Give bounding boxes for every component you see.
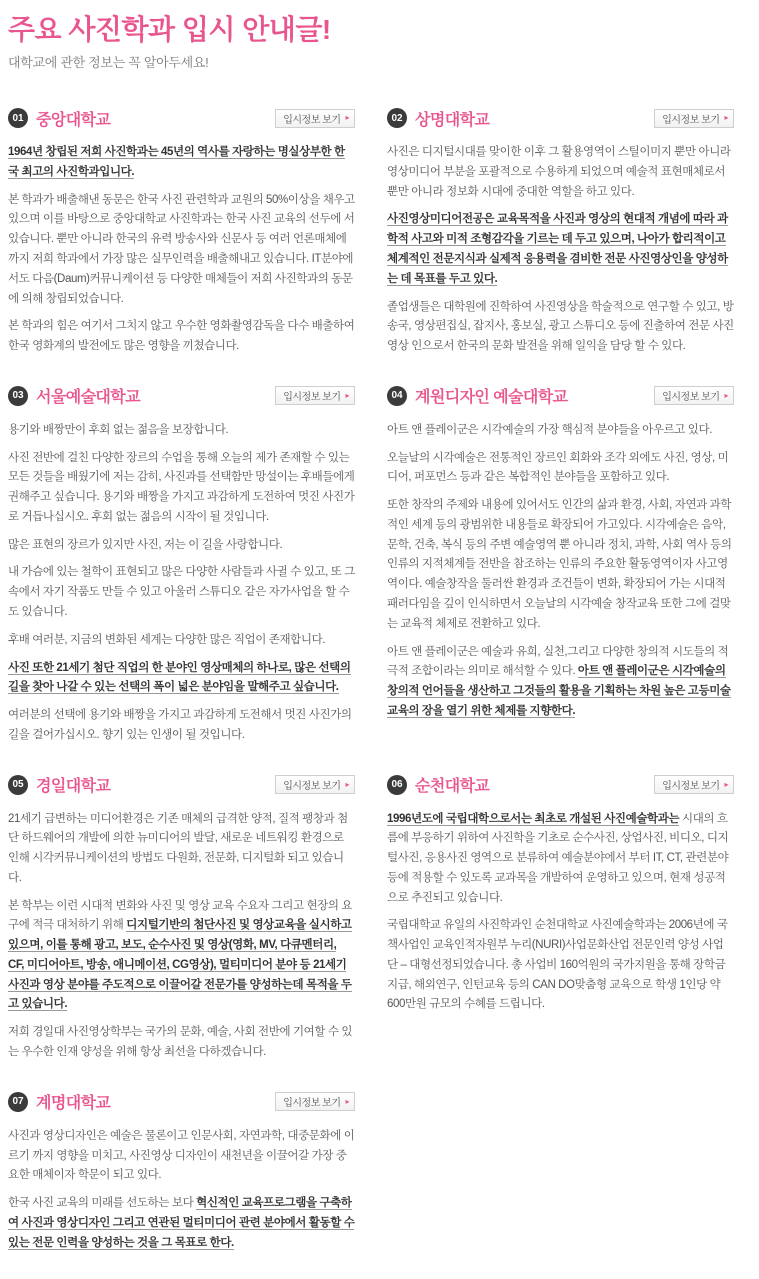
card-paragraph <box>387 916 734 1015</box>
body-text: 사진은 디지털시대를 맞이한 이후 그 활용영역이 스틸이미지 뿐만 아니라 영상미디어 부분을 포괄적으로 수용하게 되었으며 예술적 표현매체로서 뿐만 아니라 정보화 시대에 중대한 역할을 하고 있다. <box>387 146 731 198</box>
body-text: 오늘날의 시각예술은 전통적인 장르인 회화와 조각 외에도 사진, 영상, 미디어, 퍼포먼스 등과 같은 복합적인 분야들을 포함하고 있다. <box>387 451 729 484</box>
card-number-badge: 05 <box>8 775 28 795</box>
emphasis-text: 혁신적인 교육프로그램을 구축하여 사진과 영상디자인 그리고 연관된 멀티미디어 관련 분야에서 활동할 수 있는 전문 인력을 양성하는 것을 그 목표로 한다. <box>8 1197 355 1249</box>
emphasis-text: 사진 또한 21세기 첨단 직업의 한 분야인 영상매체의 하나로, 많은 선택의 길을 찾아 나갈 수 있는 선택의 폭이 넓은 분야임을 말해주고 싶습니다. <box>8 661 351 694</box>
university-card <box>8 772 355 1063</box>
admission-info-button-label: 입시정보 보기 <box>662 114 720 126</box>
card-body <box>387 810 734 1016</box>
card-paragraph <box>8 1023 355 1063</box>
admission-info-button[interactable] <box>654 775 734 794</box>
body-text: 졸업생들은 대학원에 진학하여 사진영상을 학술적으로 연구할 수 있고, 방송국, 영상편집실, 잡지사, 홍보실, 광고 스튜디오 등에 진출하여 전문 사진영상 인으로서 한국의 문화 발전을 위해 일익을 담당 할 수 있다. <box>387 300 734 353</box>
body-text: 사진 전반에 걸친 다양한 장르의 수업을 통해 오늘의 제가 존재할 수 있는 모든 것들을 배웠기에 저는 감히, 사진과를 선택함만 망설이는 후배들에게 권해주고 싶습니다. 용기와 배짱을 가지고 과감하게 도전하여 멋진 사진가로 거듭나십시오. 후회 없는 젊음의 시작이 될 것입니다. <box>8 451 355 523</box>
body-text: 후배 여러분, 지금의 변화된 세계는 다양한 많은 직업이 존재합니다. <box>8 633 326 646</box>
card-paragraph <box>387 143 734 202</box>
card-paragraph <box>8 563 355 622</box>
admission-info-button-label: 입시정보 보기 <box>283 114 341 126</box>
card-paragraph <box>8 1127 355 1186</box>
card-title: 상명대학교 <box>415 111 490 129</box>
card-number-badge: 02 <box>387 108 407 128</box>
chevron-right-icon: ▸ <box>345 113 349 123</box>
university-card <box>387 105 734 357</box>
card-title: 순천대학교 <box>415 778 490 796</box>
body-text: 본 학과가 배출해낸 동문은 한국 사진 관련학과 교원의 50%이상을 채우고 있으며 이를 바탕으로 중앙대학교 사진학과는 한국 사진 교육의 선두에 서있습니다. 뿐만 아니라 한국의 유력 방송사와 신문사 등 여러 언론매체에까지 저희 학과에서 가장 많은 실무인력을 배출해내고 있습니다. IT분야에서도 다음(Daum)커뮤니케이션 등 다양한 매체들이 저희 사진학과의 동문에 의해 창립되었습니다. <box>8 193 355 305</box>
body-text: 많은 표현의 장르가 있지만 사진, 저는 이 길을 사랑합니다. <box>8 538 283 551</box>
body-text: 시대의 흐름에 부응하기 위하여 사진학을 기초로 순수사진, 상업사진, 비디오, 디지털사진, 응용사진 영역으로 분류하여 예술분야에서 부터 IT, CT, 관련분야 등에 적용할 수 있도록 교과목을 개발하여 운영하고 있으며, 현재 성공적으로 추진되고 있습니다. <box>387 812 729 904</box>
card-paragraph <box>387 643 734 722</box>
university-card <box>8 383 355 746</box>
body-text: 국립대학교 유일의 사진학과인 순천대학교 사진예술학과는 2006년에 국책사업인 교육인적자원부 누리(NURI)사업문화산업 전문인력 양성 사업단 – 대형선정되었습니다. 총 사업비 160억원의 국가지원을 통해 장학금 지급, 해외연구, 인턴교육 등의 CAN DO맞춤형 교육으로 학생 1인당 약 600만원 규모의 수혜를 드립니다. <box>387 919 728 1011</box>
page-title <box>8 14 759 46</box>
card-number-badge: 06 <box>387 775 407 795</box>
card-body <box>387 421 734 722</box>
admission-info-button[interactable] <box>654 386 734 405</box>
card-paragraph <box>8 659 355 699</box>
card-header <box>387 772 734 798</box>
admission-info-button[interactable] <box>275 775 355 794</box>
card-paragraph <box>8 897 355 1016</box>
card-title: 계원디자인 예술대학교 <box>415 389 568 407</box>
emphasis-text: 사진영상미디어전공은 교육목적을 사진과 영상의 현대적 개념에 따라 과학적 사고와 미적 조형감각을 기르는 데 두고 있으며, 나아가 합리적이고 체계적인 전문지식과 실제적 응용력을 겸비한 전문 사진영상인을 양성하는 데 목표를 두고 있다. <box>387 213 728 285</box>
body-text: 내 가슴에 있는 철학이 표현되고 많은 다양한 사람들과 사귈 수 있고, 또 그 속에서 자기 작품도 만들 수 있고 아울러 스튜디오 같은 자가사업을 할 수도 있습니다. <box>8 566 355 618</box>
university-card <box>387 772 734 1063</box>
card-paragraph <box>8 317 355 357</box>
university-card <box>8 1089 355 1254</box>
card-title: 계명대학교 <box>36 1095 111 1113</box>
admission-info-button[interactable] <box>275 386 355 405</box>
card-paragraph <box>8 143 355 183</box>
card-header <box>387 105 734 131</box>
admission-info-button-label: 입시정보 보기 <box>283 392 341 404</box>
card-paragraph <box>387 210 734 289</box>
university-card <box>387 383 734 746</box>
university-card <box>8 105 355 357</box>
page-title-part2: 입시 안내글! <box>181 14 331 45</box>
card-title: 경일대학교 <box>36 778 111 796</box>
card-paragraph <box>8 449 355 528</box>
emphasis-text: 아트 앤 플레이군은 시각예술의 창의적 언어들을 생산하고 그것들의 활용을 기획하는 차원 높은 고등미술교육의 장을 열기 위한 체제를 지향한다. <box>387 665 731 717</box>
chevron-right-icon: ▸ <box>345 779 349 789</box>
cards-grid <box>0 105 759 1279</box>
card-body <box>387 143 734 357</box>
card-paragraph <box>8 421 355 441</box>
body-text: 아트 앤 플레이군은 시각예술의 가장 핵심적 분야들을 아우르고 있다. <box>387 423 713 436</box>
card-number-badge: 04 <box>387 386 407 406</box>
page-title-part1: 주요 사진학과 <box>8 14 182 45</box>
body-text: 본 학과의 힘은 여기서 그치지 않고 우수한 영화촬영감독을 다수 배출하여 한국 영화계의 발전에도 많은 영향을 끼쳤습니다. <box>8 320 355 353</box>
card-header <box>387 383 734 409</box>
body-text: 저희 경일대 사진영상학부는 국가의 문화, 예술, 사회 전반에 기여할 수 있는 우수한 인재 양성을 위해 항상 최선을 다하겠습니다. <box>8 1026 353 1058</box>
card-title: 중앙대학교 <box>36 111 111 129</box>
card-paragraph <box>8 1194 355 1253</box>
body-text: 아트 앤 플레이군은 예술과 유희, 실천,그리고 다양한 창의적 시도들의 적극적 조합이라는 의미로 해석할 수 있다. <box>387 645 729 678</box>
body-text: 여러분의 선택에 용기와 배짱을 가지고 과감하게 도전해서 멋진 사진가의 길을 걸어가십시오. 향기 있는 인생이 될 것입니다. <box>8 709 352 741</box>
card-paragraph <box>8 631 355 651</box>
emphasis-text: 디지털기반의 첨단사진 및 영상교육을 실시하고 있으며, 이를 통해 광고, 보도, 순수사진 및 영상(영화, MV, 다큐멘터리, CF, 미디어아트, 방송, 애니메이션, CG영상), 멀티미디어 분야 등 21세기 사진과 영상 분야를 주도적으로 이끌어갈 전문가를 양성하는데 목적을 두고 있습니다. <box>8 919 352 1011</box>
chevron-right-icon: ▸ <box>724 779 728 789</box>
card-number-badge: 07 <box>8 1092 28 1112</box>
body-text: 본 학부는 이런 시대적 변화와 사진 및 영상 교육 수요자 그리고 현장의 요구에 적극 대처하기 위해 <box>8 899 353 932</box>
card-title: 서울예술대학교 <box>36 389 140 407</box>
body-text: 21세기 급변하는 미디어환경은 기존 매체의 급격한 양적, 질적 팽창과 첨단 하드웨어의 개발에 의한 뉴미디어의 발달, 새로운 네트워킹 환경으로 인해 시각커뮤니케이션의 방법도 다원화, 전문화, 디지털화 되고 있습니다. <box>8 812 348 884</box>
card-paragraph <box>387 298 734 357</box>
emphasis-text: 1964년 창립된 저희 사진학과는 45년의 역사를 자랑하는 명실상부한 한국 최고의 사진학과입니다. <box>8 146 345 178</box>
chevron-right-icon: ▸ <box>345 1096 349 1106</box>
emphasis-text: 1996년도에 국립대학으로서는 최초로 개설된 사진예술학과는 <box>387 812 680 825</box>
card-body <box>8 1127 355 1254</box>
card-paragraph <box>8 536 355 556</box>
card-paragraph <box>8 810 355 889</box>
body-text: 사진과 영상디자인은 예술은 물론이고 인문사회, 자연과학, 대중문화에 이르기 까지 영향을 미치고, 사진영상 디자인이 새천년을 이끌어갈 가장 중요한 매체이자 학문이 되고 있다. <box>8 1129 355 1182</box>
page-subtitle: 대학교에 관한 정보는 꼭 알아두세요! <box>8 55 209 71</box>
card-paragraph <box>387 810 734 909</box>
card-number-badge: 01 <box>8 108 28 128</box>
card-header <box>8 105 355 131</box>
card-body <box>8 421 355 746</box>
card-paragraph <box>387 496 734 634</box>
admission-info-button-label: 입시정보 보기 <box>662 781 720 793</box>
card-body <box>8 810 355 1063</box>
page-header <box>0 0 759 71</box>
body-text: 용기와 배짱만이 후회 없는 젊음을 보장합니다. <box>8 423 229 436</box>
chevron-right-icon: ▸ <box>724 113 728 123</box>
card-header <box>8 1089 355 1115</box>
card-number-badge: 03 <box>8 386 28 406</box>
admission-info-button[interactable] <box>275 1092 355 1111</box>
card-body <box>8 143 355 357</box>
admission-info-button-label: 입시정보 보기 <box>283 1098 341 1110</box>
admission-info-button[interactable] <box>654 109 734 128</box>
card-paragraph <box>8 191 355 310</box>
card-paragraph <box>8 706 355 746</box>
body-text: 또한 창작의 주제와 내용에 있어서도 인간의 삶과 환경, 사회, 자연과 과학적인 세계 등의 광범위한 내용들로 확장되어 가고있다. 시각예술은 음악, 문학, 건축, 복식 등의 주변 예술영역 뿐 아니라 정치, 과학, 사회 역사 등의 인류의 지적체계들 전반을 참조하는 인류의 주요한 활동영역이자 사고영역이다. 예술창작을 둘러싼 환경과 조건들이 변화, 확장되어 가는 시대적 패러다임을 깊이 인식하면서 오늘날의 시각예술 창작교육 또한 그에 걸맞는 교육적 체제로 전환하고 있다. <box>387 499 732 630</box>
card-header <box>8 383 355 409</box>
admission-info-button-label: 입시정보 보기 <box>662 392 720 404</box>
admission-info-button-label: 입시정보 보기 <box>283 781 341 793</box>
chevron-right-icon: ▸ <box>724 390 728 400</box>
body-text: 한국 사진 교육의 미래를 선도하는 보다 <box>8 1197 197 1210</box>
card-paragraph <box>387 421 734 441</box>
card-header <box>8 772 355 798</box>
card-paragraph <box>387 449 734 489</box>
admission-info-button[interactable] <box>275 109 355 128</box>
chevron-right-icon: ▸ <box>345 390 349 400</box>
